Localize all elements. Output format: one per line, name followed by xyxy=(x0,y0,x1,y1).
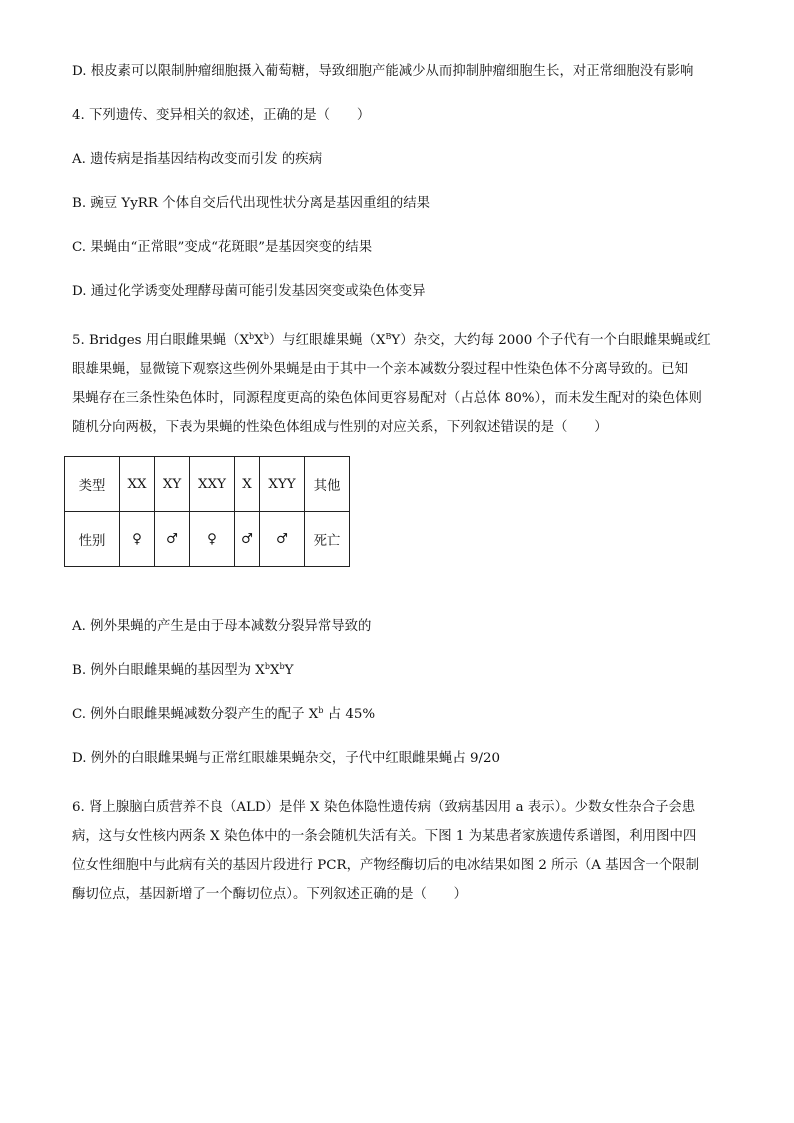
q6-stem-line-1: 6. 肾上腺脑白质营养不良（ALD）是伴 X 染色体隐性遗传病（致病基因用 a 表示）。少数女性杂合子会患 xyxy=(72,800,696,815)
q4-option-a: A. 遗传病是指基因结构改变而引发 的疾病 xyxy=(72,152,323,167)
q5-option-a: A. 例外果蝇的产生是由于母本减数分裂异常导致的 xyxy=(72,619,372,634)
q5-option-b: B. 例外白眼雌果蝇的基因型为 $X^bX^bY$ xyxy=(72,662,294,678)
q6-stem-line-2: 病，这与女性核内两条 X 染色体中的一条会随机失活有关。下图 1 为某患者家族遗传系谱图，利用图中四 xyxy=(72,829,697,844)
table-cell: ♀ xyxy=(190,512,235,567)
table-row xyxy=(65,457,350,512)
q6-stem xyxy=(72,793,724,909)
table-cell: 性别 xyxy=(65,512,120,567)
table-cell: 其他 xyxy=(305,457,350,512)
table-cell: ♂ xyxy=(235,512,260,567)
q5-option-c: C. 例外白眼雌果蝇减数分裂产生的配子 $X^b$ 占 45% xyxy=(72,706,376,722)
table-cell: 死亡 xyxy=(305,512,350,567)
q5-stem xyxy=(72,326,724,442)
table-cell: 类型 xyxy=(65,457,120,512)
table-cell: ♂ xyxy=(260,512,305,567)
table-cell: XXY xyxy=(190,457,235,512)
q5-stem-line-1: 5. Bridges 用白眼雌果蝇$(X^bX^b)$与红眼雄果蝇$(X^BY)$杂交，大约每 2000 个子代有一个白眼雌果蝇或红 xyxy=(72,332,711,348)
table-cell: XY xyxy=(155,457,190,512)
q6-stem-line-3: 位女性细胞中与此病有关的基因片段进行 PCR，产物经酶切后的电冰结果如图 2 所示（A 基因含一个限制 xyxy=(72,858,699,873)
q5-stem-line-3: 果蝇存在三条性染色体时，同源程度更高的染色体间更容易配对（占总体 80%），而未发生配对的染色体则 xyxy=(72,391,702,406)
table-cell: ♂ xyxy=(155,512,190,567)
q6-stem-line-4: 酶切位点，基因新增了一个酶切位点）。下列叙述正确的是（ ） xyxy=(72,887,468,902)
table-row xyxy=(65,512,350,567)
table-cell: XX xyxy=(120,457,155,512)
q5-stem-line-4: 随机分向两极，下表为果蝇的性染色体组成与性别的对应关系，下列叙述错误的是（ ） xyxy=(72,420,608,435)
document-page xyxy=(72,62,724,909)
table-cell: XYY xyxy=(260,457,305,512)
q4-option-d: D. 通过化学诱变处理酵母菌可能引发基因突变或染色体变异 xyxy=(72,284,426,299)
q4-stem: 4. 下列遗传、变异相关的叙述，正确的是（ ） xyxy=(72,108,371,123)
q5-option-d: D. 例外的白眼雌果蝇与正常红眼雄果蝇杂交，子代中红眼雌果蝇占 9/20 xyxy=(72,751,501,766)
q5-stem-line-2: 眼雄果蝇，显微镜下观察这些例外果蝇是由于其中一个亲本减数分裂过程中性染色体不分离导致的。已知 xyxy=(72,362,688,377)
table-cell: ♀ xyxy=(120,512,155,567)
table-cell: X xyxy=(235,457,260,512)
sex-chromosome-table xyxy=(64,456,350,567)
q4-option-c: C. 果蝇由“正常眼”变成“花斑眼”是基因突变的结果 xyxy=(72,240,373,255)
q3-option-d: D. 根皮素可以限制肿瘤细胞摄入葡萄糖，导致细胞产能减少从而抑制肿瘤细胞生长，对正常细胞没有影响 xyxy=(72,64,694,79)
q4-option-b: B. 豌豆 YyRR 个体自交后代出现性状分离是基因重组的结果 xyxy=(72,196,431,211)
